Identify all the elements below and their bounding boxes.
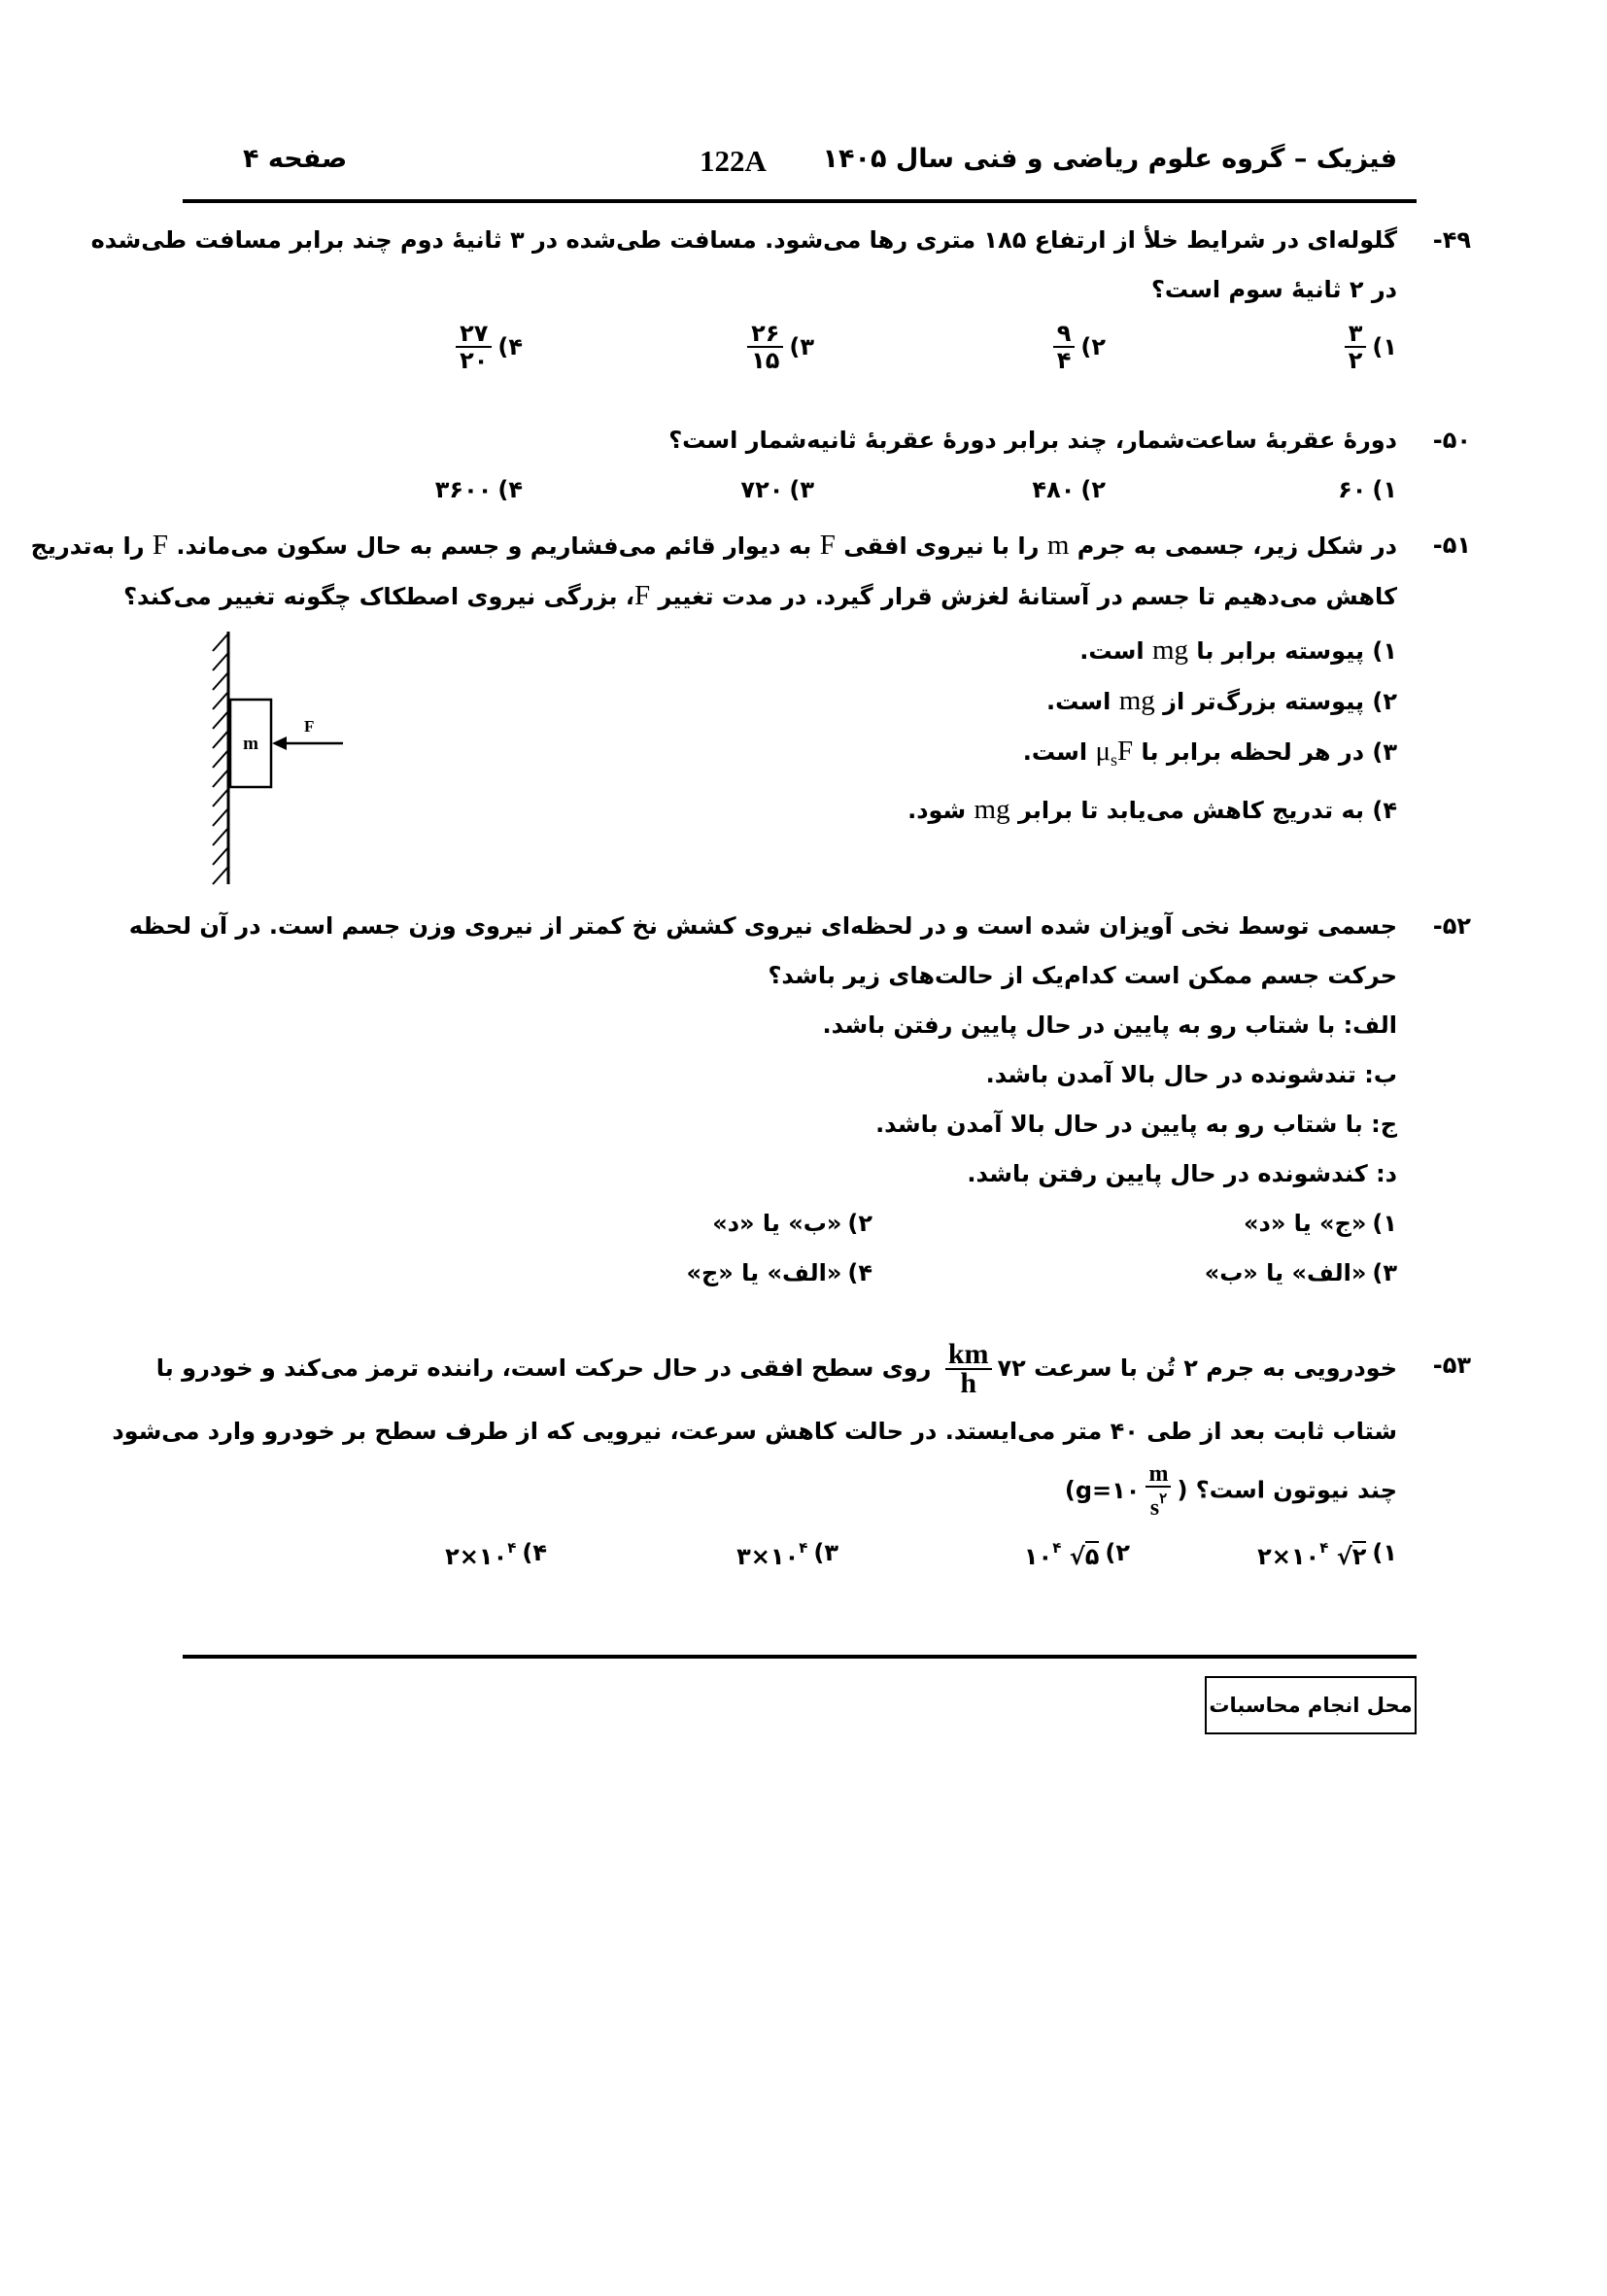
- option-3[interactable]: ۳) ۷۲۰: [740, 476, 814, 503]
- option-2[interactable]: ۲) ۴۸۰: [1032, 476, 1106, 503]
- fraction: $\frac{۲۷}{۲۰}$: [456, 321, 492, 373]
- option-1[interactable]: ۱) $۲\times ۱۰^۴$ √۲: [1257, 1538, 1397, 1570]
- speed-unit: $\frac{km}{h}$: [945, 1341, 992, 1397]
- option-4[interactable]: ۴) «الف» یا «ج»: [686, 1259, 872, 1286]
- options-row: [207, 465, 1397, 524]
- option-4[interactable]: ۴) $۲\times ۱۰^۴$: [445, 1538, 547, 1570]
- statement-b: ب: تندشونده در حال بالا آمدن باشد.: [985, 1061, 1397, 1088]
- fraction: $\frac{۲۶}{۱۵}$: [747, 321, 783, 373]
- question-text-line: جسمی توسط نخی آویزان شده است و در لحظه‌ای نیروی کشش نخ کمتر از نیروی وزن جسم است. در آن لحظه: [128, 912, 1397, 940]
- question-number: ۵۰-: [1432, 427, 1471, 454]
- mass-symbol: m: [1046, 530, 1070, 561]
- question-text-line: کاهش می‌دهیم تا جسم در آستانهٔ لغزش قرار گیرد. در مدت تغییر F، بزرگی نیروی اصطکاک چگونه تغییر می‌کند؟: [123, 580, 1397, 611]
- option-4[interactable]: ۴) $\frac{۲۷}{۲۰}$: [456, 321, 523, 373]
- header-title: فیزیک – گروه علوم ریاضی و فنی سال ۱۴۰۵: [822, 144, 1397, 174]
- options-row: [207, 1524, 1397, 1582]
- question-text-line: در شکل زیر، جسمی به جرم m را با نیروی افقی F به دیوار قائم می‌فشاریم و جسم به حال سکون می‌ماند. F را به‌تدریج: [30, 530, 1397, 561]
- question-53: [112, 1338, 1471, 1582]
- wall-block-diagram: [199, 622, 355, 894]
- block-label: m: [243, 734, 258, 754]
- option-1[interactable]: ۱) ۶۰: [1338, 476, 1397, 503]
- question-51: [30, 521, 1471, 836]
- option-2[interactable]: ۲) $\frac{۹}{۴}$: [1053, 321, 1106, 373]
- statement-d: د: کندشونده در حال پایین رفتن باشد.: [967, 1160, 1397, 1187]
- force-label: F: [304, 717, 315, 736]
- question-number: ۵۲-: [1432, 912, 1471, 940]
- question-number: ۴۹-: [1432, 226, 1471, 254]
- question-number: ۵۱-: [1432, 531, 1471, 559]
- force-symbol: F: [152, 530, 169, 561]
- options-row: [207, 321, 1397, 398]
- question-text-line: شتاب ثابت بعد از طی ۴۰ متر می‌ایستد. در حالت کاهش سرعت، نیرویی که از طرف سطح بر خودرو وارد می‌شود: [112, 1418, 1397, 1445]
- option-2[interactable]: ۲) پیوسته بزرگ‌تر از mg است.: [1046, 685, 1397, 716]
- question-text-line: چند نیوتون است؟ (g=۱۰ $\frac{m}{s^۲}$ ): [1064, 1461, 1397, 1521]
- statement-a: الف: با شتاب رو به پایین در حال پایین رفتن باشد.: [822, 1011, 1397, 1039]
- fraction: $\frac{۳}{۲}$: [1345, 321, 1367, 373]
- header-rule: [183, 199, 1417, 203]
- calculation-area-label: محل انجام محاسبات: [1205, 1676, 1417, 1734]
- question-text-line: گلوله‌ای در شرایط خلأ از ارتفاع ۱۸۵ متری رها می‌شود. مسافت طی‌شده در ۳ ثانیهٔ دوم چند برابر مسافت طی‌شده: [90, 226, 1397, 254]
- question-text-line: در ۲ ثانیهٔ سوم است؟: [1150, 276, 1397, 303]
- page-number: صفحه ۴: [243, 144, 348, 174]
- question-52: [128, 902, 1471, 1298]
- option-1[interactable]: ۱) پیوسته برابر با mg است.: [1079, 634, 1397, 666]
- options-row: [207, 1199, 1397, 1249]
- option-4[interactable]: ۴) ۳۶۰۰: [434, 476, 523, 503]
- option-2[interactable]: ۲) «ب» یا «د»: [712, 1210, 872, 1237]
- question-text-line: دورهٔ عقربهٔ ساعت‌شمار، چند برابر دورهٔ عقربهٔ ثانیه‌شمار است؟: [668, 427, 1397, 454]
- options-row: [207, 1249, 1397, 1298]
- option-3[interactable]: ۳) «الف» یا «ب»: [1204, 1259, 1397, 1286]
- fraction: $\frac{۹}{۴}$: [1053, 321, 1076, 373]
- option-3[interactable]: ۳) در هر لحظه برابر با $\mu_sF$ است.: [1022, 736, 1397, 770]
- question-text-line: حرکت جسم ممکن است کدام‌یک از حالت‌های زیر باشد؟: [768, 962, 1397, 989]
- force-symbol: F: [819, 530, 836, 561]
- option-1[interactable]: ۱) $\frac{۳}{۲}$: [1345, 321, 1397, 373]
- option-3[interactable]: ۳) $\frac{۲۶}{۱۵}$: [747, 321, 814, 373]
- option-3[interactable]: ۳) $۳\times ۱۰^۴$: [736, 1538, 838, 1570]
- question-text-line: خودرویی به جرم ۲ تُن با سرعت ۷۲ $\frac{km}{h}$ روی سطح افقی در حال حرکت است، راننده ترمز می‌کند و خودرو با: [155, 1338, 1397, 1399]
- option-1[interactable]: ۱) «ج» یا «د»: [1244, 1210, 1397, 1237]
- question-50: [207, 416, 1471, 524]
- option-4[interactable]: ۴) به تدریج کاهش می‌یابد تا برابر mg شود.: [907, 794, 1397, 825]
- question-number: ۵۳-: [1432, 1352, 1471, 1379]
- force-symbol: F: [633, 580, 651, 611]
- booklet-code: 122A: [700, 144, 767, 178]
- option-2[interactable]: ۲) $۱۰^۴$ √۵: [1023, 1538, 1130, 1570]
- statement-c: ج: با شتاب رو به پایین در حال بالا آمدن باشد.: [875, 1111, 1397, 1138]
- footer-rule: [183, 1655, 1417, 1659]
- options-list: [207, 626, 1397, 836]
- question-49: [90, 216, 1471, 398]
